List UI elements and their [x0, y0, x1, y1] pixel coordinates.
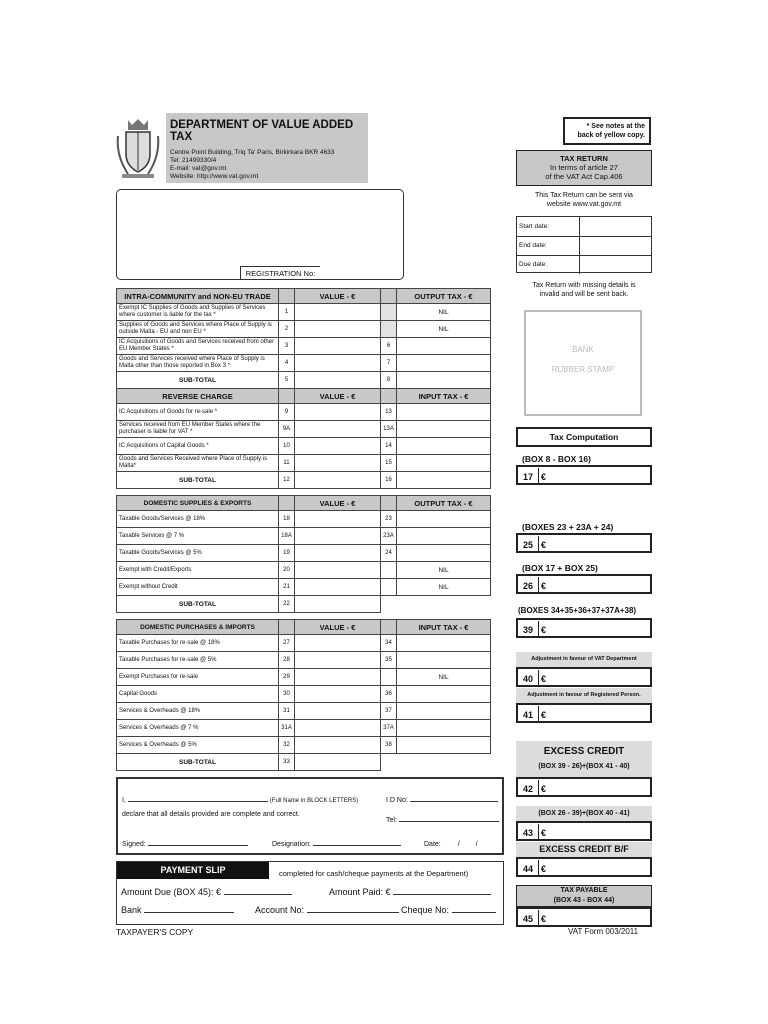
cheque-no-label: Cheque No:	[401, 905, 450, 915]
box-43-euro: €	[541, 828, 547, 838]
value-input[interactable]	[295, 703, 381, 720]
box-number: 10	[279, 438, 295, 455]
box-42-number: 42	[518, 780, 539, 796]
tax-computation-title: Tax Computation	[516, 427, 652, 447]
box42-formula: (BOX 39 - 26)+(BOX 41 - 40)	[538, 763, 630, 770]
full-name-hint: (Full Name in BLOCK LETTERS)	[269, 798, 359, 804]
row-label: Services received from EU Member States where the purchaser is liable for VAT *	[117, 421, 279, 438]
subtotal-row	[117, 472, 491, 489]
tax-input[interactable]	[397, 421, 491, 438]
tax-input[interactable]	[397, 737, 491, 754]
value-input[interactable]	[295, 455, 381, 472]
box-25[interactable]	[516, 533, 652, 553]
start-date-input[interactable]	[580, 217, 651, 236]
tax-box-number	[381, 562, 397, 579]
full-name-input[interactable]	[128, 801, 268, 802]
box-number: 18A	[279, 528, 295, 545]
box-41[interactable]	[516, 703, 652, 723]
date-input[interactable]	[443, 841, 493, 848]
table-row	[117, 338, 491, 355]
box-number: 27	[279, 635, 295, 652]
designation-label: Designation:	[272, 841, 311, 848]
tax-input[interactable]	[397, 686, 491, 703]
tax-box-number: 13	[381, 404, 397, 421]
section1-tax-header: OUTPUT TAX - €	[397, 289, 491, 304]
tax-return-sub2: of the VAT Act Cap.406	[545, 172, 623, 181]
tax-return-title: TAX RETURN	[560, 154, 608, 163]
department-tel: Tel: 21499330/4	[170, 157, 217, 164]
box-number: 32	[279, 737, 295, 754]
row-label: Taxable Goods/Services @ 18%	[117, 511, 279, 528]
table-row	[117, 404, 491, 421]
domestic-supplies-table	[116, 495, 491, 613]
box-number: 3	[279, 338, 295, 355]
section4-title: DOMESTIC PURCHASES & IMPORTS	[117, 620, 279, 635]
box-41-euro: €	[541, 710, 547, 720]
section4-value-header: VALUE - €	[295, 620, 381, 635]
row-label: Goods and Services Received where Place of Supply is Malta*	[117, 455, 279, 472]
tax-box-number: 7	[381, 355, 397, 372]
box-number: 18	[279, 511, 295, 528]
box-number: 33	[279, 754, 295, 771]
reverse-charge-table	[116, 388, 491, 489]
row-label: Taxable Goods/Services @ 5%	[117, 545, 279, 562]
taxpayer-copy-label: TAXPAYER'S COPY	[116, 927, 194, 937]
table-row	[117, 455, 491, 472]
tax-return-box	[516, 150, 652, 186]
declaration-box	[116, 777, 504, 855]
value-input[interactable]	[295, 720, 381, 737]
row-label: Taxable Purchases for re-sale @ 5%	[117, 652, 279, 669]
row-label: Exempt without Credit	[117, 579, 279, 596]
tax-input[interactable]	[397, 372, 491, 389]
table-row	[117, 545, 491, 562]
row-label: Taxable Purchases for re-sale @ 18%	[117, 635, 279, 652]
amount-paid-label: Amount Paid: €	[329, 887, 391, 897]
tax-return-sub1: In terms of article 27	[550, 163, 618, 172]
intra-community-table	[116, 288, 491, 389]
row-label: Taxable Services @ 7 %	[117, 528, 279, 545]
box-number: 28	[279, 652, 295, 669]
box-42[interactable]	[516, 777, 652, 797]
id-no-input[interactable]	[410, 801, 498, 802]
row-label: Services & Overheads @ 5%	[117, 737, 279, 754]
box-40[interactable]	[516, 667, 652, 687]
tax-input[interactable]	[397, 703, 491, 720]
tax-input[interactable]	[397, 635, 491, 652]
box-43[interactable]	[516, 821, 652, 841]
amount-paid-input[interactable]	[393, 894, 491, 895]
tax-box-number: 36	[381, 686, 397, 703]
box-25-euro: €	[541, 540, 547, 550]
value-input[interactable]	[295, 355, 381, 372]
box-number: 2	[279, 321, 295, 338]
tel-label: Tel:	[386, 817, 397, 824]
tax-input[interactable]	[397, 438, 491, 455]
box-45-euro: €	[541, 914, 547, 924]
box-number: 30	[279, 686, 295, 703]
table-row	[117, 737, 491, 754]
signature-input[interactable]	[148, 845, 248, 846]
subtotal-row	[117, 372, 491, 389]
box-43-number: 43	[518, 824, 539, 840]
table-row	[117, 421, 491, 438]
box-26-euro: €	[541, 581, 547, 591]
tax-value: NIL	[397, 562, 491, 579]
value-input[interactable]	[295, 528, 381, 545]
department-header	[166, 113, 368, 183]
value-input[interactable]	[295, 472, 381, 489]
sent-note: This Tax Return can be sent via website www.vat.gov.mt	[535, 192, 633, 208]
table-row	[117, 438, 491, 455]
form-number-label: VAT Form 003/2011	[568, 927, 639, 936]
stamp-label-2: RUBBER STAMP	[551, 365, 615, 374]
tax-box-number: 37	[381, 703, 397, 720]
box-number: 31A	[279, 720, 295, 737]
box-44-euro: €	[541, 864, 547, 874]
tax-value: NIL	[397, 321, 491, 338]
value-input[interactable]	[295, 372, 381, 389]
bank-input[interactable]	[144, 912, 234, 913]
period-dates-box	[516, 216, 652, 273]
box-45-number: 45	[518, 910, 539, 926]
payment-slip-note: completed for cash/cheque payments at the Department)	[279, 869, 469, 878]
box-number: 19	[279, 545, 295, 562]
box-number: 29	[279, 669, 295, 686]
tax-box-number: 16	[381, 472, 397, 489]
table-row	[117, 511, 491, 528]
value-input[interactable]	[295, 545, 381, 562]
box-45[interactable]	[516, 907, 652, 927]
tax-input[interactable]	[397, 545, 491, 562]
row-label: Capital Goods	[117, 686, 279, 703]
tax-value: NIL	[397, 669, 491, 686]
value-input[interactable]	[295, 438, 381, 455]
value-input[interactable]	[295, 737, 381, 754]
domestic-purchases-table	[116, 619, 491, 771]
tax-value: NIL	[397, 579, 491, 596]
tax-value: NIL	[397, 304, 491, 321]
value-input[interactable]	[295, 754, 381, 771]
department-website: Website: http://www.vat.gov.mt	[170, 173, 259, 180]
value-input[interactable]	[295, 686, 381, 703]
amount-due-label: Amount Due (BOX 45): €	[121, 887, 222, 897]
notes-box: * See notes at the back of yellow copy.	[563, 117, 651, 145]
tax-input[interactable]	[397, 455, 491, 472]
designation-input[interactable]	[313, 845, 401, 846]
box-number: 1	[279, 304, 295, 321]
tax-input[interactable]	[397, 528, 491, 545]
tax-input[interactable]	[397, 511, 491, 528]
box-40-number: 40	[518, 670, 539, 686]
table-row	[117, 355, 491, 372]
subtotal-label: SUB-TOTAL	[117, 754, 279, 771]
tax-box-number: 6	[381, 338, 397, 355]
account-no-input[interactable]	[307, 912, 399, 913]
box-26-number: 26	[518, 577, 539, 593]
date-slash: /	[457, 841, 460, 848]
value-input[interactable]	[295, 669, 381, 686]
value-input[interactable]	[295, 579, 381, 596]
tax-payable-title: TAX PAYABLE	[560, 887, 608, 894]
tax-box-number	[381, 304, 397, 321]
excess-credit-title: EXCESS CREDIT	[543, 746, 625, 757]
tax-input[interactable]	[397, 652, 491, 669]
section1-value-header: VALUE - €	[295, 289, 381, 304]
cheque-no-input[interactable]	[452, 912, 496, 913]
tax-box-number: 34	[381, 635, 397, 652]
table-row	[117, 528, 491, 545]
tax-box-number: 8	[381, 372, 397, 389]
tax-box-number	[381, 579, 397, 596]
tax-box-number: 37A	[381, 720, 397, 737]
table-row	[117, 652, 491, 669]
end-date-label: End date:	[517, 237, 580, 255]
box-41-number: 41	[518, 706, 539, 722]
row-label: Services & Overheads @ 7 %	[117, 720, 279, 737]
box26-formula: (BOX 17 + BOX 25)	[522, 563, 598, 573]
row-label: Supplies of Goods and Services where Place of Supply is outside Malta - EU and non EU *	[117, 321, 279, 338]
row-label: Exempt with Credit/Exports	[117, 562, 279, 579]
table-row	[117, 304, 491, 321]
box-number: 12	[279, 472, 295, 489]
end-date-input[interactable]	[580, 237, 651, 255]
department-title: DEPARTMENT OF VALUE ADDED TAX	[170, 119, 354, 143]
box-26[interactable]	[516, 574, 652, 594]
tax-input[interactable]	[397, 404, 491, 421]
subtotal-label: SUB-TOTAL	[117, 596, 279, 613]
box-17[interactable]	[516, 465, 652, 485]
tax-box-number	[381, 669, 397, 686]
value-input[interactable]	[295, 635, 381, 652]
coat-of-arms-logo	[114, 116, 162, 180]
adjustment-vat-label: Adjustment in favour of VAT Department	[516, 652, 652, 667]
signed-label: Signed:	[122, 841, 146, 848]
box25-formula: (BOXES 23 + 23A + 24)	[522, 522, 614, 532]
excess-credit-bf-label: EXCESS CREDIT B/F	[516, 842, 652, 857]
value-input[interactable]	[295, 511, 381, 528]
subtotal-row	[117, 596, 491, 613]
box-number: 20	[279, 562, 295, 579]
bank-rubber-stamp-area	[524, 310, 642, 416]
box-number: 5	[279, 372, 295, 389]
tax-box-number: 23	[381, 511, 397, 528]
invalid-note: Tax Return with missing details is invalid and will be sent back.	[532, 282, 636, 298]
section2-tax-header: INPUT TAX - €	[397, 389, 491, 404]
box45-formula: (BOX 43 - BOX 44)	[553, 897, 615, 904]
table-row	[117, 635, 491, 652]
registration-label: REGISTRATION No:	[245, 269, 316, 278]
subtotal-label: SUB-TOTAL	[117, 472, 279, 489]
box-17-number: 17	[518, 468, 539, 484]
value-input[interactable]	[295, 596, 381, 613]
declaration-statement: declare that all details provided are complete and correct.	[122, 811, 300, 818]
section2-title: REVERSE CHARGE	[117, 389, 279, 404]
value-input[interactable]	[295, 562, 381, 579]
stamp-label-1: BANK	[572, 345, 594, 354]
box39-formula: (BOXES 34+35+36+37+37A+38)	[518, 606, 637, 615]
box43-formula: (BOX 26 - 39)+(BOX 40 - 41)	[516, 806, 652, 821]
box-number: 4	[279, 355, 295, 372]
tax-box-number: 38	[381, 737, 397, 754]
table-row	[117, 579, 491, 596]
box-number: 9A	[279, 421, 295, 438]
table-row	[117, 703, 491, 720]
row-label: IC Acquisitions of Capital Goods *	[117, 438, 279, 455]
section2-value-header: VALUE - €	[295, 389, 381, 404]
subtotal-row	[117, 754, 491, 771]
tax-payable-block	[516, 885, 652, 907]
subtotal-label: SUB-TOTAL	[117, 372, 279, 389]
department-address: Centre Point Building, Triq Ta' Paris, Birkirkara BKR 4633	[170, 149, 335, 156]
tax-input[interactable]	[397, 338, 491, 355]
section3-title: DOMESTIC SUPPLIES & EXPORTS	[117, 496, 279, 511]
section4-tax-header: INPUT TAX - €	[397, 620, 491, 635]
box-number: 11	[279, 455, 295, 472]
box-44-number: 44	[518, 860, 539, 876]
box-42-euro: €	[541, 784, 547, 794]
table-row	[117, 321, 491, 338]
amount-due-input[interactable]	[224, 894, 292, 895]
table-row	[117, 562, 491, 579]
box17-formula: (BOX 8 - BOX 16)	[522, 454, 591, 464]
box-40-euro: €	[541, 674, 547, 684]
declaration-i: I,	[122, 797, 126, 804]
row-label: Services & Overheads @ 18%	[117, 703, 279, 720]
date-slash: /	[475, 841, 478, 848]
box-number: 21	[279, 579, 295, 596]
section3-value-header: VALUE - €	[295, 496, 381, 511]
row-label: Exempt Purchases for re-sale	[117, 669, 279, 686]
account-no-label: Account No:	[255, 905, 305, 915]
box-number: 22	[279, 596, 295, 613]
row-label: Exempt IC Supplies of Goods and Supplies of Services where customer is liable for the tax *	[117, 304, 279, 321]
payment-slip-box	[116, 861, 504, 925]
department-email: E-mail: vat@gov.mt	[170, 165, 227, 172]
box-number: 31	[279, 703, 295, 720]
excess-credit-block	[516, 741, 652, 777]
start-date-label: Start date:	[517, 217, 580, 236]
tax-box-number: 13A	[381, 421, 397, 438]
tax-box-number	[381, 321, 397, 338]
value-input[interactable]	[295, 652, 381, 669]
box-39-euro: €	[541, 625, 547, 635]
box-17-euro: €	[541, 472, 547, 482]
due-date-input[interactable]	[580, 256, 651, 274]
tax-input[interactable]	[397, 720, 491, 737]
box-44[interactable]	[516, 857, 652, 877]
date-label: Date:	[424, 841, 441, 848]
section3-tax-header: OUTPUT TAX - €	[397, 496, 491, 511]
registration-number-field[interactable]	[240, 266, 320, 280]
table-row	[117, 669, 491, 686]
box-39-number: 39	[518, 621, 539, 637]
value-input[interactable]	[295, 404, 381, 421]
table-row	[117, 720, 491, 737]
adjustment-registered-label: Adjustment in favour of Registered Person.	[516, 688, 652, 703]
row-label: IC Acquisitions of Goods for re-sale *	[117, 404, 279, 421]
row-label: IC Acquisitions of Goods and Services received from other EU Member States *	[117, 338, 279, 355]
tax-box-number: 24	[381, 545, 397, 562]
tax-box-number: 14	[381, 438, 397, 455]
table-row	[117, 686, 491, 703]
value-input[interactable]	[295, 421, 381, 438]
id-no-label: I D No:	[386, 797, 408, 804]
box-39[interactable]	[516, 618, 652, 638]
value-input[interactable]	[295, 304, 381, 321]
row-label: Goods and Services received where Place of Supply is Malta other than those reported in Box 3 *	[117, 355, 279, 372]
payment-slip-title: PAYMENT SLIP	[117, 862, 269, 879]
tax-input[interactable]	[397, 472, 491, 489]
tax-box-number: 15	[381, 455, 397, 472]
tax-input[interactable]	[397, 355, 491, 372]
box-25-number: 25	[518, 536, 539, 552]
value-input[interactable]	[295, 338, 381, 355]
tax-box-number: 35	[381, 652, 397, 669]
box-number: 9	[279, 404, 295, 421]
value-input[interactable]	[295, 321, 381, 338]
tel-input[interactable]	[399, 821, 499, 822]
section1-title: INTRA-COMMUNITY and NON-EU TRADE	[117, 289, 279, 304]
tax-box-number: 23A	[381, 528, 397, 545]
due-date-label: Due date:	[517, 256, 580, 274]
bank-label: Bank	[121, 905, 142, 915]
